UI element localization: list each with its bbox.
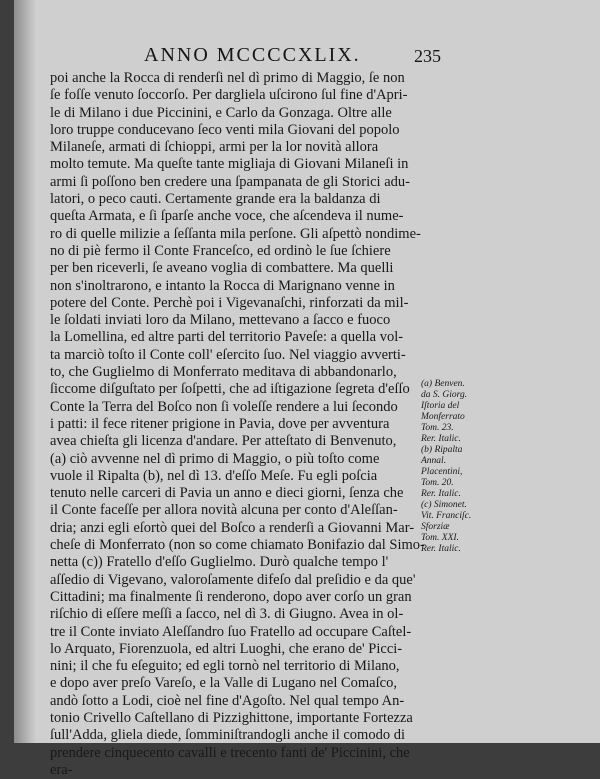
text-line: avea chieſta gli licenza d'andare. Per atteſtato di Benvenuto, <box>50 433 397 450</box>
text-line: prendere cinquecento cavalli e trecento fanti de' Piccinini, che <box>50 744 410 761</box>
margin-note-line: Tom. XXI. <box>421 533 459 543</box>
text-line: tonio Crivello Caſtellano di Pizzighittone, importante Fortezza <box>50 709 413 726</box>
text-line: e dopo aver preſo Vareſo, e la Valle di Lugano nel Comaſco, <box>50 675 397 692</box>
margin-note-line: Monferrato <box>421 412 465 422</box>
text-line: ſull'Adda, gliela diede, ſomminiſtrandogli anche il comodo di <box>50 727 405 744</box>
margin-note-line: da S. Giorg. <box>421 390 468 400</box>
running-head: ANNO MCCCCXLIX. <box>144 44 361 66</box>
text-line: era- <box>50 761 73 778</box>
text-line: netta (c)) Fratello d'eſſo Guglielmo. Durò qualche tempo l' <box>50 554 389 571</box>
text-line: nini; il che fu eſeguito; ed egli tornò nel territorio di Milano, <box>50 658 400 675</box>
margin-note-line: Iſtoria del <box>421 401 460 411</box>
text-line: ro di quelle milizie a ſeſſanta mila perſone. Gli aſpettò nondime- <box>50 225 421 242</box>
text-line: per ben riceverli, ſe aveano voglia di combattere. Ma quelli <box>50 260 394 277</box>
text-line: dria; anzi egli eſortò quei del Boſco a renderſi a Giovanni Mar- <box>50 519 415 536</box>
margin-note-line: Sforziæ <box>421 522 450 532</box>
text-line: riſchio di eſſere meſſi a ſacco, nel dì 3. di Giugno. Avea in ol- <box>50 606 404 623</box>
text-line: tre il Conte inviato Aleſſandro ſuo Fratello ad occupare Caſtel- <box>50 623 412 640</box>
text-line: lo Arquato, Fiorenzuola, ed altri Luoghi, che erano de' Picci- <box>50 640 403 657</box>
page-number: 235 <box>414 46 441 66</box>
margin-note-line: (b) Ripalta <box>421 445 463 455</box>
text-line: armi ſi poſſono ben credere una ſpampanata de gli Storici adu- <box>50 173 410 190</box>
margin-note-line: (c) Simonet. <box>421 500 467 510</box>
margin-notes <box>421 379 491 555</box>
text-line: ta marciò toſto il Conte coll' eſercito ſuo. Nel viaggio avverti- <box>50 346 406 363</box>
text-line: potere del Conte. Perchè poi i Vigevanaſchi, rinforzati da mil- <box>50 294 409 311</box>
text-line: ſiccome diſguſtato per ſoſpetti, che ad iſtigazione ſegreta d'eſſo <box>50 381 410 398</box>
text-line: la Lomellina, ed altre parti del territorio Paveſe: a quella vol- <box>50 329 404 346</box>
text-line: Cittadini; ma finalmente ſi renderono, dopo aver corſo un gran <box>50 588 412 605</box>
text-line: aſſedio di Vigevano, valoroſamente difeſo dal preſidio e da que' <box>50 571 416 588</box>
text-line: cheſe di Monferrato (non so come chiamato Bonifazio dal Simo- <box>50 537 425 554</box>
text-line: vuole il Ripalta (b), nel dì 13. d'eſſo Meſe. Fu egli poſcia <box>50 467 378 484</box>
text-line: le di Milano i due Piccinini, e Carlo da Gonzaga. Oltre alle <box>50 104 392 121</box>
text-line: to, che Guglielmo di Monferrato meditava di abbandonarlo, <box>50 364 397 381</box>
text-line: non s'inoltrarono, e intanto la Rocca di Marignano venne in <box>50 277 395 294</box>
text-line: ſe foſſe venuto ſoccorſo. Per dargliela uſcirono ſul fine d'Apri- <box>50 87 408 104</box>
book-page <box>14 0 600 778</box>
text-line: (a) ciò avvenne nel dì primo di Maggio, o più toſto come <box>50 450 380 467</box>
text-line: le ſoldati inviati loro da Milano, mettevano a ſacco e fuoco <box>50 312 391 329</box>
text-line: poi anche la Rocca di renderſi nel dì primo di Maggio, ſe non <box>50 70 405 86</box>
margin-note-line: (a) Benven. <box>421 379 465 389</box>
margin-note-line: Placentini, <box>421 467 463 477</box>
text-line: il Conte faceſſe per allora novità alcuna per conto d'Aleſſan- <box>50 502 398 519</box>
text-line: i patti: il fece ritener prigione in Pavia, dove per avventura <box>50 415 390 432</box>
text-line: Conte la Terra del Boſco non ſi voleſſe rendere a lui ſecondo <box>50 398 398 415</box>
text-line: molto temute. Ma queſte tante migliaja di Giovani Milaneſi in <box>50 156 409 173</box>
text-line: andò ſotto a Lodi, cioè nel fine d'Agoſto. Nel qual tempo An- <box>50 692 405 709</box>
margin-note-line: Annal. <box>421 456 447 466</box>
margin-note-line: Rer. Italic. <box>421 434 461 444</box>
margin-note-line: Tom. 20. <box>421 478 454 488</box>
margin-note-line: Rer. Italic. <box>421 544 461 554</box>
margin-note-line: Vit. Franciſc. <box>421 511 472 521</box>
text-line: no di piè fermo il Conte Franceſco, ed ordinò le ſue ſchiere <box>50 242 391 259</box>
text-line: latori, o peco cauti. Certamente grande era la baldanza di <box>50 191 381 208</box>
body-text <box>50 70 450 779</box>
margin-note-line: Tom. 23. <box>421 423 454 433</box>
text-line: Milaneſe, armati di ſchioppi, armi per la lor novità allora <box>50 139 379 156</box>
page-header <box>14 44 600 68</box>
margin-note-line: Rer. Italic. <box>421 489 461 499</box>
text-line: loro truppe conducevano ſeco venti mila Giovani del popolo <box>50 121 400 138</box>
text-line: queſta Armata, e ſi ſparſe anche voce, che aſcendeva il nume- <box>50 208 404 225</box>
text-line: tenuto nelle carceri di Pavia un anno e dieci giorni, ſenza che <box>50 485 404 502</box>
